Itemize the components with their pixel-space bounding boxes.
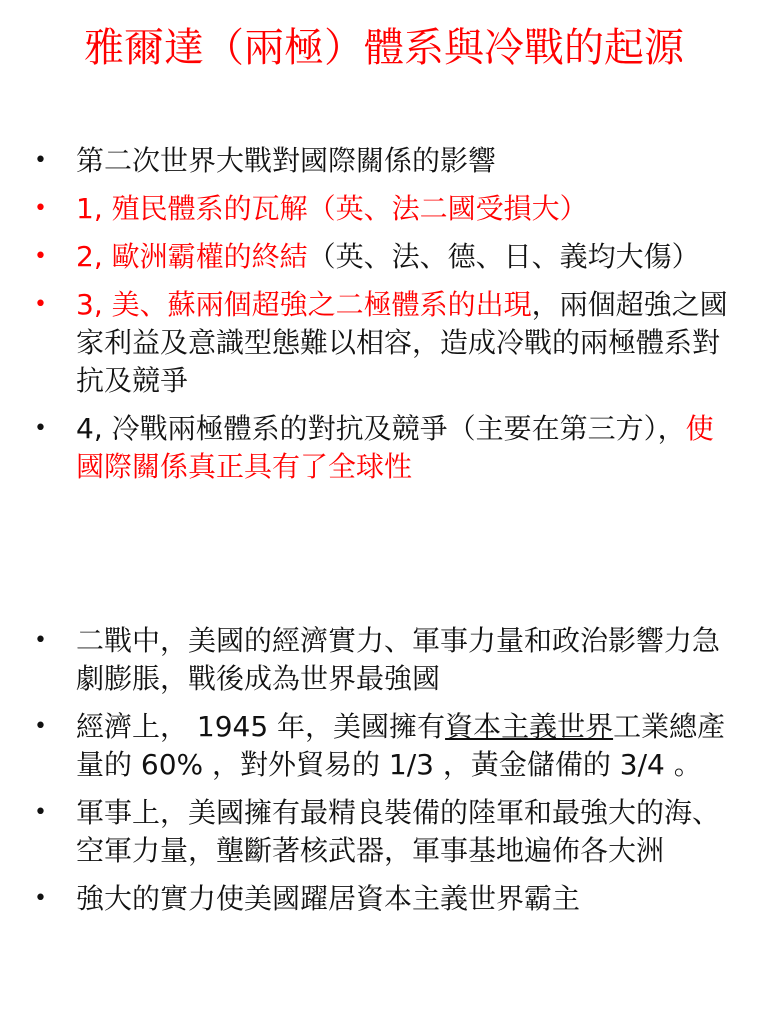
list-item <box>34 880 734 918</box>
bullet-text: （英、法、德、日、義均大傷） <box>307 240 700 273</box>
list-item <box>34 794 734 870</box>
bullet-text: 二戰中，美國的經濟實力、軍事力量和政治影響力急劇膨脹，戰後成為世界最強國 <box>76 624 721 695</box>
list-item <box>34 410 734 486</box>
bullet-text: 4, 冷戰兩極體系的對抗及競爭（主要在第三方）， <box>76 412 686 445</box>
bullet-text: 工業總產量的 60% ，對外貿易的 1/3 ，黃金儲備的 3/4 。 <box>76 710 726 781</box>
bullet-icon: • <box>34 148 47 173</box>
bullet-text: ，兩個超強之國家利益及意識型態難以相容，造成冷戰的兩極體系對抗及競爭 <box>76 288 728 397</box>
list-item <box>34 622 734 698</box>
bullet-icon: • <box>34 800 47 825</box>
bullet-icon: • <box>34 416 47 441</box>
bullet-icon: • <box>34 886 47 911</box>
bullet-icon: • <box>34 714 47 739</box>
bullet-text: 第二次世界大戰對國際關係的影響 <box>76 144 497 177</box>
bullet-list-impacts <box>34 142 734 496</box>
list-item <box>34 286 734 400</box>
bullet-text-highlight: 使國際關係真正具有了全球性 <box>76 412 714 483</box>
bullet-icon: • <box>34 628 47 653</box>
list-item <box>34 708 734 784</box>
bullet-icon: • <box>34 292 47 317</box>
bullet-text: 強大的實力使美國躍居資本主義世界霸主 <box>76 882 581 915</box>
bullet-text: 軍事上，美國擁有最精良裝備的陸軍和最強大的海、空軍力量，壟斷著核武器，軍事基地遍佈各大洲 <box>76 796 721 867</box>
bullet-text-highlight: 3, 美、蘇兩個超強之二極體系的出現 <box>76 288 532 321</box>
slide-title: 雅爾達（兩極）體系與冷戰的起源 <box>84 25 684 71</box>
bullet-icon: • <box>34 196 47 221</box>
bullet-text: 經濟上， 1945 年，美國擁有 <box>76 710 446 743</box>
list-item <box>34 190 734 228</box>
list-item <box>34 238 734 276</box>
bullet-icon: • <box>34 244 47 269</box>
bullet-text-highlight: 2, 歐洲霸權的終結 <box>76 240 308 273</box>
bullet-list-us-power <box>34 622 734 928</box>
bullet-text-underlined: 資本主義世界 <box>445 710 614 743</box>
list-item <box>34 142 734 180</box>
bullet-text: 1, 殖民體系的瓦解（英、法二國受損大） <box>76 192 588 225</box>
